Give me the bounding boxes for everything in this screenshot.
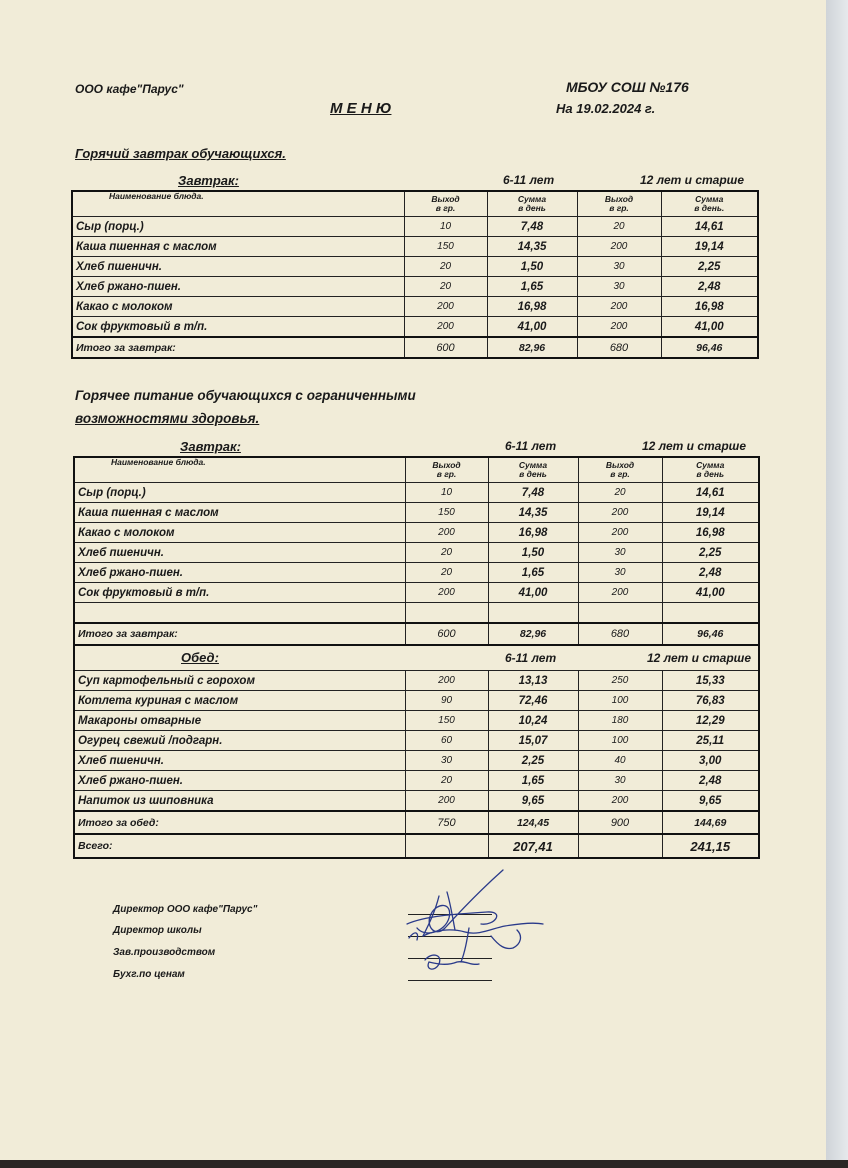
dish-name: Котлета куриная с маслом: [74, 691, 405, 711]
dish-name: Макароны отварные: [74, 711, 405, 731]
sum-12-plus: 14,61: [661, 217, 758, 237]
weight-6-11: 20: [404, 277, 487, 297]
sum-6-11: 1,50: [487, 257, 577, 277]
signature-label-cafe-director: Директор ООО кафе"Парус": [113, 904, 258, 915]
table-row: [74, 711, 759, 731]
weight-12-plus: 20: [578, 483, 662, 503]
column-header-sum: Сумма в день: [488, 457, 578, 483]
sum-6-11: 15,07: [488, 731, 578, 751]
lunch-age-group-1: 6-11 лет: [505, 651, 557, 665]
weight-12-plus: 200: [577, 237, 661, 257]
empty-row: [74, 603, 759, 624]
sum-12-plus: 9,65: [662, 791, 759, 812]
menu-date: На 19.02.2024 г.: [556, 101, 656, 116]
lunch-age-group-2: 12 лет и старше: [647, 651, 752, 665]
table-row: [74, 691, 759, 711]
weight-12-plus: 680: [577, 337, 661, 358]
dish-name: Сыр (порц.): [74, 483, 405, 503]
section2-age-group-2: 12 лет и старше: [642, 439, 747, 453]
dish-name: Сок фруктовый в т/п.: [72, 317, 404, 338]
sum-12-plus: 96,46: [661, 337, 758, 358]
sum-12-plus: [662, 603, 759, 624]
weight-6-11: 200: [405, 791, 488, 812]
sum-12-plus: 2,48: [662, 563, 759, 583]
dish-name: Хлеб ржано-пшен.: [72, 277, 404, 297]
sum-6-11: 10,24: [488, 711, 578, 731]
weight-12-plus: 200: [577, 297, 661, 317]
table-row: [74, 523, 759, 543]
grand-total-row: [74, 834, 759, 858]
section2-meal-label: Завтрак:: [180, 439, 241, 454]
dish-name: [74, 603, 405, 624]
sum-6-11: 7,48: [487, 217, 577, 237]
signature-label-production-head: Зав.производством: [113, 947, 216, 958]
table-row: [74, 751, 759, 771]
sum-12-plus: 2,48: [662, 771, 759, 791]
table-row: [74, 583, 759, 603]
dish-name: Каша пшенная с маслом: [72, 237, 404, 257]
column-header-sum: Сумма в день.: [661, 191, 758, 217]
table-row: [72, 297, 758, 317]
weight-6-11: 750: [405, 811, 488, 834]
sum-6-11: 7,48: [488, 483, 578, 503]
dish-name: Суп картофельный с горохом: [74, 671, 405, 691]
column-header-sum: Сумма в день: [487, 191, 577, 217]
sum-6-11: [488, 603, 578, 624]
weight-6-11: 60: [405, 731, 488, 751]
dish-name: Какао с молоком: [74, 523, 405, 543]
dish-name: Хлеб пшеничн.: [72, 257, 404, 277]
weight-12-plus: 30: [577, 277, 661, 297]
weight-6-11: 200: [404, 317, 487, 338]
dish-name: Сыр (порц.): [72, 217, 404, 237]
sum-12-plus: 41,00: [662, 583, 759, 603]
column-header-sum: Сумма в день: [662, 457, 759, 483]
dish-name: Напиток из шиповника: [74, 791, 405, 812]
weight-6-11: 20: [405, 771, 488, 791]
weight-12-plus: 30: [577, 257, 661, 277]
weight-6-11: 200: [404, 297, 487, 317]
weight-6-11: 10: [404, 217, 487, 237]
sum-6-11: 16,98: [488, 523, 578, 543]
table-row: [72, 217, 758, 237]
weight-12-plus: [578, 603, 662, 624]
sum-6-11: 14,35: [488, 503, 578, 523]
sum-12-plus: 3,00: [662, 751, 759, 771]
dish-name: Сок фруктовый в т/п.: [74, 583, 405, 603]
weight-12-plus: 200: [578, 583, 662, 603]
sum-12-plus: 25,11: [662, 731, 759, 751]
weight-12-plus: 180: [578, 711, 662, 731]
scan-edge-bottom: [0, 1160, 848, 1168]
weight-6-11: 10: [405, 483, 488, 503]
sum-6-11: 1,65: [487, 277, 577, 297]
section1-age-group-1: 6-11 лет: [503, 173, 555, 187]
weight-6-11: 150: [404, 237, 487, 257]
sum-12-plus: 2,48: [661, 277, 758, 297]
sum-12-plus: 2,25: [661, 257, 758, 277]
sum-6-11: 14,35: [487, 237, 577, 257]
sum-6-11: 207,41: [488, 834, 578, 858]
table-header-row: [74, 457, 759, 483]
table-row: [74, 503, 759, 523]
handwritten-signatures: [395, 866, 555, 986]
lunch-meal-label: Обед:: [181, 650, 219, 665]
column-header-weight: Выход в гр.: [404, 191, 487, 217]
sum-12-plus: 241,15: [662, 834, 759, 858]
weight-6-11: 20: [405, 543, 488, 563]
signature-label-school-director: Директор школы: [113, 925, 202, 936]
sum-6-11: 72,46: [488, 691, 578, 711]
weight-12-plus: 20: [577, 217, 661, 237]
sum-6-11: 13,13: [488, 671, 578, 691]
sum-12-plus: 16,98: [662, 523, 759, 543]
signature-label-accountant: Бухг.по ценам: [113, 969, 185, 980]
sum-6-11: 1,65: [488, 563, 578, 583]
weight-12-plus: 200: [577, 317, 661, 338]
weight-6-11: 20: [405, 563, 488, 583]
weight-6-11: 30: [405, 751, 488, 771]
sum-6-11: 2,25: [488, 751, 578, 771]
sum-12-plus: 96,46: [662, 623, 759, 645]
weight-6-11: 200: [405, 671, 488, 691]
page-title: М Е Н Ю: [330, 100, 392, 117]
sum-6-11: 82,96: [488, 623, 578, 645]
table-row: [74, 543, 759, 563]
weight-12-plus: 30: [578, 563, 662, 583]
sum-12-plus: 76,83: [662, 691, 759, 711]
column-header-weight: Выход в гр.: [578, 457, 662, 483]
sum-12-plus: 19,14: [662, 503, 759, 523]
table-row: [74, 791, 759, 812]
table-row: [74, 671, 759, 691]
table-row: [72, 277, 758, 297]
lunch-header-cell: [74, 645, 759, 671]
weight-12-plus: 900: [578, 811, 662, 834]
table-row: [74, 771, 759, 791]
dish-name: Итого за завтрак:: [74, 623, 405, 645]
weight-12-plus: 680: [578, 623, 662, 645]
weight-12-plus: [578, 834, 662, 858]
weight-12-plus: 200: [578, 523, 662, 543]
lunch-header-row: [74, 645, 759, 671]
weight-12-plus: 100: [578, 691, 662, 711]
weight-6-11: 20: [404, 257, 487, 277]
sum-12-plus: 41,00: [661, 317, 758, 338]
section2-title-line1: Горячее питание обучающихся с ограниченными: [75, 388, 416, 403]
section2-title-line2: возможностями здоровья.: [75, 411, 260, 426]
sum-6-11: 41,00: [487, 317, 577, 338]
sum-12-plus: 2,25: [662, 543, 759, 563]
dish-name: Огурец свежий /подгарн.: [74, 731, 405, 751]
sum-6-11: 124,45: [488, 811, 578, 834]
weight-12-plus: 200: [578, 503, 662, 523]
sum-12-plus: 12,29: [662, 711, 759, 731]
weight-12-plus: 30: [578, 543, 662, 563]
company-name: ООО кафе"Парус": [75, 82, 184, 96]
sum-6-11: 1,65: [488, 771, 578, 791]
sum-12-plus: 19,14: [661, 237, 758, 257]
column-header-dish: Наименование блюда.: [74, 457, 405, 483]
weight-6-11: 200: [405, 523, 488, 543]
dish-name: Какао с молоком: [72, 297, 404, 317]
sum-6-11: 1,50: [488, 543, 578, 563]
weight-6-11: [405, 603, 488, 624]
weight-12-plus: 250: [578, 671, 662, 691]
weight-12-plus: 30: [578, 771, 662, 791]
scan-edge: [826, 0, 848, 1160]
section2-age-group-1: 6-11 лет: [505, 439, 557, 453]
sum-12-plus: 16,98: [661, 297, 758, 317]
ovz-meal-table: [73, 456, 760, 859]
sum-12-plus: 14,61: [662, 483, 759, 503]
total-row: [74, 811, 759, 834]
dish-name: Итого за завтрак:: [72, 337, 404, 358]
dish-name: Хлеб ржано-пшен.: [74, 771, 405, 791]
table-row: [72, 237, 758, 257]
dish-name: Хлеб пшеничн.: [74, 751, 405, 771]
dish-name: Хлеб пшеничн.: [74, 543, 405, 563]
weight-6-11: 600: [405, 623, 488, 645]
weight-6-11: 600: [404, 337, 487, 358]
section1-title: Горячий завтрак обучающихся.: [75, 146, 286, 161]
sum-6-11: 16,98: [487, 297, 577, 317]
dish-name: Итого за обед:: [74, 811, 405, 834]
table-row: [72, 317, 758, 338]
table-header-row: [72, 191, 758, 217]
sum-6-11: 9,65: [488, 791, 578, 812]
weight-6-11: 200: [405, 583, 488, 603]
weight-6-11: 150: [405, 711, 488, 731]
dish-name: Всего:: [74, 834, 405, 858]
dish-name: Каша пшенная с маслом: [74, 503, 405, 523]
dish-name: Хлеб ржано-пшен.: [74, 563, 405, 583]
sum-6-11: 41,00: [488, 583, 578, 603]
weight-6-11: [405, 834, 488, 858]
column-header-dish: Наименование блюда.: [72, 191, 404, 217]
table-row: [74, 563, 759, 583]
sum-12-plus: 144,69: [662, 811, 759, 834]
section1-meal-label: Завтрак:: [178, 173, 239, 188]
section1-age-group-2: 12 лет и старше: [640, 173, 745, 187]
sum-12-plus: 15,33: [662, 671, 759, 691]
weight-6-11: 90: [405, 691, 488, 711]
table-row: [74, 483, 759, 503]
school-name: МБОУ СОШ №176: [566, 79, 689, 95]
breakfast-table: [71, 190, 759, 359]
weight-12-plus: 200: [578, 791, 662, 812]
total-row: [72, 337, 758, 358]
table-row: [72, 257, 758, 277]
column-header-weight: Выход в гр.: [577, 191, 661, 217]
total-row: [74, 623, 759, 645]
column-header-weight: Выход в гр.: [405, 457, 488, 483]
table-row: [74, 731, 759, 751]
weight-12-plus: 100: [578, 731, 662, 751]
weight-12-plus: 40: [578, 751, 662, 771]
sum-6-11: 82,96: [487, 337, 577, 358]
weight-6-11: 150: [405, 503, 488, 523]
